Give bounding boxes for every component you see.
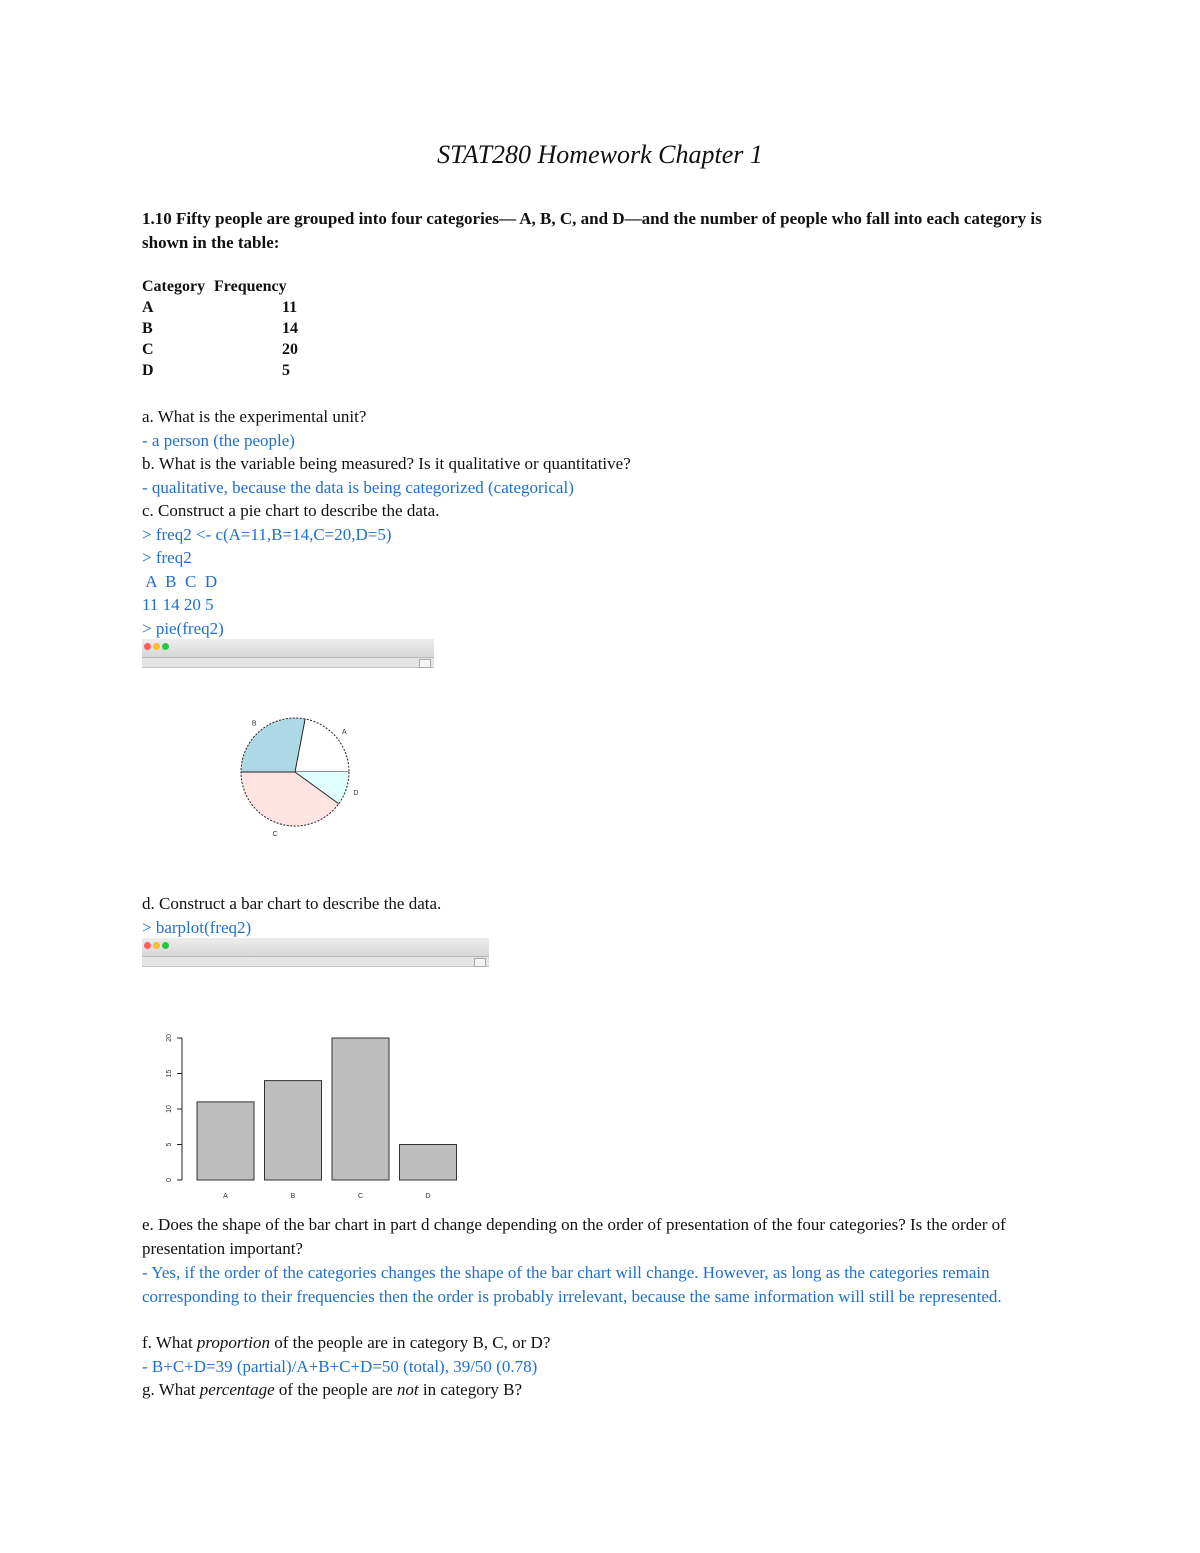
part-g-text-post: in category B? (418, 1380, 523, 1399)
y-tick-label: 10 (166, 1105, 173, 1113)
pie-label-a: A (341, 729, 347, 737)
header-category: Category (142, 278, 206, 295)
y-tick-label: 20 (166, 1034, 173, 1042)
pie-label-d: D (353, 789, 359, 797)
window-titlebar (142, 639, 434, 658)
table-cell-category: A (142, 299, 154, 316)
part-c-question: c. Construct a pie chart to describe the data. (142, 501, 440, 520)
part-f-text-post: of the people are in category B, C, or D? (269, 1333, 551, 1352)
pie-label-c: C (272, 830, 278, 838)
pie-slice-b (241, 718, 305, 772)
header-frequency: Frequency (214, 278, 287, 295)
output-names: A B C D (142, 572, 218, 591)
part-a-question: a. What is the experimental unit? (142, 407, 367, 426)
zoom-button[interactable] (162, 643, 169, 650)
part-g-question (142, 1378, 522, 1401)
bar-d (400, 1145, 457, 1181)
table-cell-frequency: 20 (282, 341, 298, 358)
zoom-button[interactable] (162, 942, 169, 949)
window-toolbar (142, 957, 489, 967)
bar-chart (142, 967, 489, 1201)
code-print-freq2: > freq2 (142, 548, 192, 567)
toolbar-scroll-button[interactable] (474, 958, 486, 967)
page-title: STAT280 Homework Chapter 1 (437, 140, 763, 169)
pie-plot-window (142, 639, 434, 889)
minimize-button[interactable] (153, 643, 160, 650)
code-pie: > pie(freq2) (142, 619, 224, 638)
part-g-emphasis-not: not (396, 1380, 419, 1399)
table-cell-frequency: 14 (282, 320, 298, 337)
part-a-answer: - a person (the people) (142, 431, 295, 450)
x-tick-label-c: C (357, 1193, 364, 1200)
part-d-question: d. Construct a bar chart to describe the data. (142, 894, 442, 913)
close-button[interactable] (144, 942, 151, 949)
part-e-question: e. Does the shape of the bar chart in part d change depending on the order of presentation of the four categories? Is the order of presentation important? (142, 1215, 1006, 1258)
minimize-button[interactable] (153, 942, 160, 949)
pie-chart (142, 668, 434, 890)
toolbar-scroll-button[interactable] (419, 659, 431, 668)
bar-c (332, 1038, 389, 1180)
table-cell-category: B (142, 320, 153, 337)
y-tick-label: 0 (166, 1178, 173, 1182)
pie-label-b: B (251, 720, 257, 728)
code-assign-freq2: > freq2 <- c(A=11,B=14,C=20,D=5) (142, 525, 392, 544)
question-1-10: 1.10 Fifty people are grouped into four categories— A, B, C, and D—and the number of people who fall into each category is shown in the table: (142, 209, 1042, 252)
window-toolbar (142, 658, 434, 668)
part-f-text-pre: f. What (142, 1333, 197, 1352)
x-tick-label-a: A (223, 1193, 228, 1200)
part-f-question (142, 1331, 550, 1354)
code-barplot: > barplot(freq2) (142, 918, 252, 937)
y-tick-label: 5 (166, 1142, 173, 1147)
part-g-text-pre: g. What (142, 1380, 200, 1399)
bar-b (265, 1081, 322, 1180)
part-b-answer: - qualitative, because the data is being categorized (categorical) (142, 478, 574, 497)
table-cell-category: C (142, 341, 154, 358)
part-b-question: b. What is the variable being measured? Is it qualitative or quantitative? (142, 454, 631, 473)
x-tick-label-b: B (290, 1193, 296, 1200)
bar-a (197, 1102, 254, 1180)
x-tick-label-d: D (425, 1193, 431, 1200)
part-e-answer: - Yes, if the order of the categories changes the shape of the bar chart will change. However, as long as the categories remain corresponding to their frequencies then the order is probably irrelevant, because the same information will still be represented. (142, 1263, 1002, 1306)
close-button[interactable] (144, 643, 151, 650)
bar-plot-window (142, 938, 489, 1200)
part-g-text-mid: of the people are (274, 1380, 397, 1399)
part-g-emphasis: percentage (199, 1380, 275, 1399)
table-cell-category: D (142, 362, 154, 379)
table-cell-frequency: 5 (282, 362, 290, 379)
part-f-answer: - B+C+D=39 (partial)/A+B+C+D=50 (total), 39/50 (0.78) (142, 1357, 538, 1376)
output-values: 11 14 20 5 (142, 595, 214, 614)
y-tick-label: 15 (166, 1069, 173, 1078)
table-cell-frequency: 11 (282, 299, 298, 316)
window-titlebar (142, 938, 489, 957)
part-f-emphasis: proportion (196, 1333, 270, 1352)
